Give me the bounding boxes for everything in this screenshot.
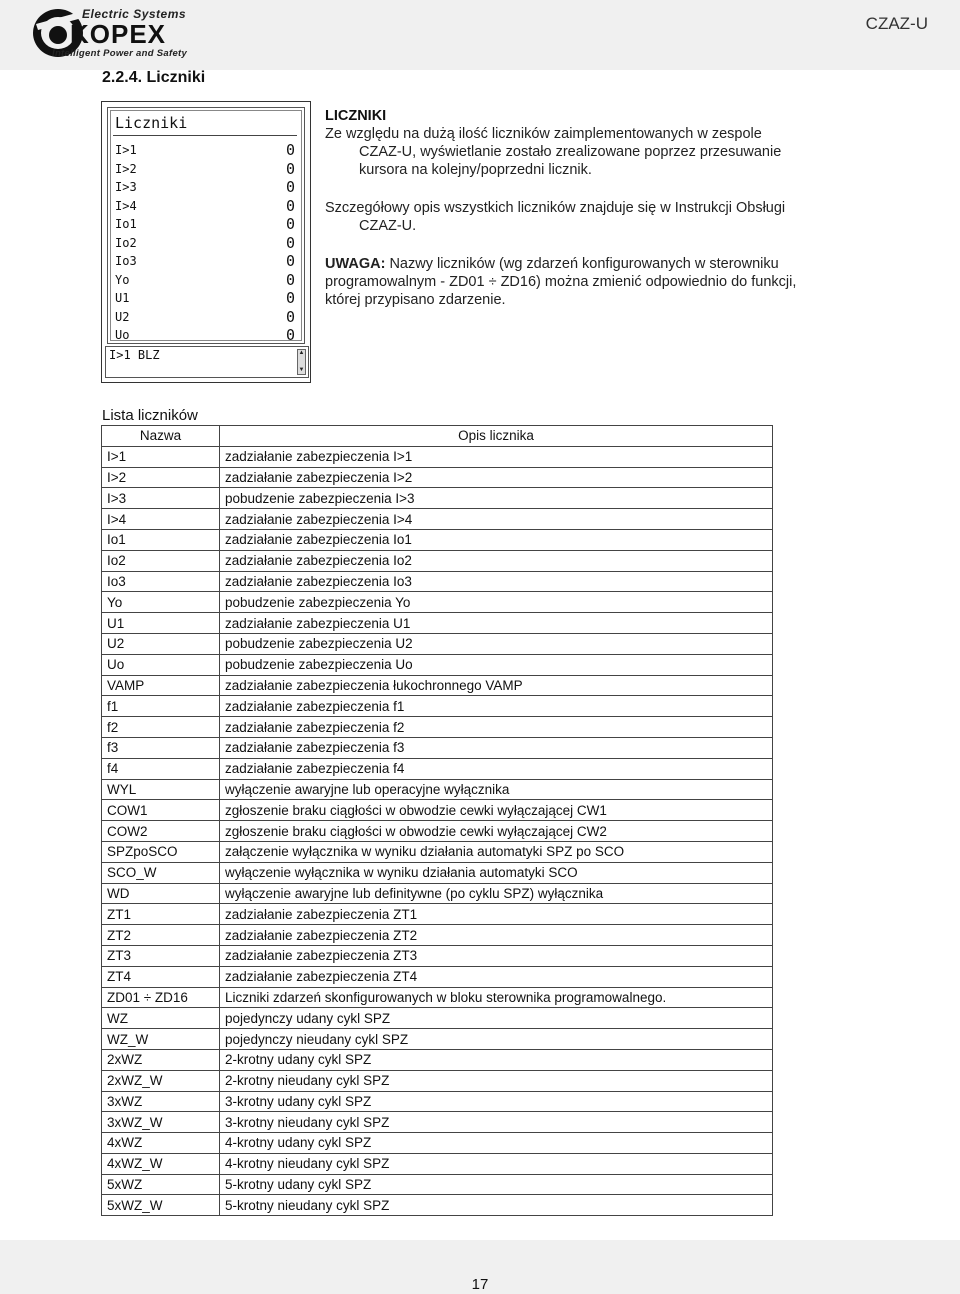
table-row xyxy=(102,675,773,696)
lcd-counter-row xyxy=(115,233,295,254)
logo-line1: Electric Systems xyxy=(82,7,187,21)
table-row xyxy=(102,1174,773,1195)
counter-description-cell: wyłączenie awaryjne lub operacyjne wyłącznika xyxy=(220,779,773,800)
table-row xyxy=(102,1008,773,1029)
lcd-counter-value: 0 xyxy=(285,307,295,326)
counter-description-cell: zadziałanie zabezpieczenia f1 xyxy=(220,696,773,717)
lcd-counter-value: 0 xyxy=(285,178,295,196)
lcd-counter-value: 0 xyxy=(285,233,295,252)
lcd-counter-row xyxy=(115,196,295,217)
counter-name-cell: COW2 xyxy=(102,821,220,842)
table-row xyxy=(102,1133,773,1154)
lcd-counter-value: 0 xyxy=(285,326,295,344)
counter-name-cell: WD xyxy=(102,883,220,904)
lcd-counter-row xyxy=(115,217,295,235)
lcd-counter-name: Io2 xyxy=(115,235,137,250)
lcd-screen xyxy=(101,101,311,383)
counter-name-cell: U1 xyxy=(102,613,220,634)
lcd-counter-value: 0 xyxy=(285,252,295,270)
table-row xyxy=(102,550,773,571)
counter-name-cell: Io1 xyxy=(102,529,220,550)
counter-description-cell: zadziałanie zabezpieczenia ZT4 xyxy=(220,966,773,987)
counter-description-cell: 4-krotny udany cykl SPZ xyxy=(220,1133,773,1154)
scroll-up-icon[interactable]: ▲ xyxy=(298,350,305,356)
lcd-counter-row xyxy=(115,254,295,272)
description-p2-line2: CZAZ-U. xyxy=(359,218,417,234)
counter-description-cell: pojedynczy udany cykl SPZ xyxy=(220,1008,773,1029)
description-p2-line1: Szczegółowy opis wszystkich liczników znajduje się w Instrukcji Obsługi xyxy=(325,200,786,216)
counter-description-cell: zgłoszenie braku ciągłości w obwodzie cewki wyłączającej CW2 xyxy=(220,821,773,842)
counter-description-cell: zadziałanie zabezpieczenia f2 xyxy=(220,717,773,738)
counter-name-cell: ZT4 xyxy=(102,966,220,987)
counter-description-cell: Liczniki zdarzeń skonfigurowanych w bloku sterownika programowalnego. xyxy=(220,987,773,1008)
lcd-counter-name: I>3 xyxy=(115,180,137,194)
lcd-counter-value: 0 xyxy=(285,141,295,159)
table-row xyxy=(102,1029,773,1050)
counter-name-cell: I>2 xyxy=(102,467,220,488)
counter-name-cell: f2 xyxy=(102,717,220,738)
table-row xyxy=(102,592,773,613)
lcd-counter-row xyxy=(115,291,295,309)
table-row xyxy=(102,966,773,987)
counter-name-cell: I>1 xyxy=(102,446,220,467)
table-row xyxy=(102,945,773,966)
counter-description-cell: zadziałanie zabezpieczenia Io3 xyxy=(220,571,773,592)
lcd-counter-row xyxy=(115,159,295,180)
lcd-counter-value: 0 xyxy=(285,196,295,215)
lcd-footer-text: I>1 BLZ xyxy=(109,348,160,362)
counter-description-cell: 5-krotny udany cykl SPZ xyxy=(220,1174,773,1195)
counter-description-cell: zadziałanie zabezpieczenia U1 xyxy=(220,613,773,634)
description-p1-line3: kursora na kolejny/poprzedni licznik. xyxy=(359,162,592,178)
lcd-counter-value: 0 xyxy=(285,270,295,289)
table-row xyxy=(102,1049,773,1070)
table-row xyxy=(102,1153,773,1174)
counter-description-cell: pobudzenie zabezpieczenia U2 xyxy=(220,633,773,654)
lcd-scrollbar[interactable] xyxy=(297,349,306,375)
counter-name-cell: 3xWZ_W xyxy=(102,1112,220,1133)
note-label: UWAGA: xyxy=(325,256,386,272)
counter-description-cell: 2-krotny nieudany cykl SPZ xyxy=(220,1070,773,1091)
lcd-counter-row xyxy=(115,143,295,161)
lcd-counter-row xyxy=(115,328,295,346)
counter-description-cell: zadziałanie zabezpieczenia łukochronnego VAMP xyxy=(220,675,773,696)
lcd-counter-name: U2 xyxy=(115,309,130,324)
counter-name-cell: Io3 xyxy=(102,571,220,592)
counter-name-cell: 3xWZ xyxy=(102,1091,220,1112)
lcd-title: Liczniki xyxy=(115,114,188,132)
counter-description-cell: 5-krotny nieudany cykl SPZ xyxy=(220,1195,773,1216)
lcd-counter-name: Yo xyxy=(115,272,130,287)
table-row xyxy=(102,779,773,800)
counter-name-cell: f3 xyxy=(102,737,220,758)
table-row xyxy=(102,571,773,592)
counter-name-cell: I>4 xyxy=(102,509,220,530)
lcd-counter-name: Io3 xyxy=(115,254,137,268)
lcd-footer xyxy=(105,346,309,378)
counter-name-cell: ZT2 xyxy=(102,925,220,946)
counter-name-cell: WYL xyxy=(102,779,220,800)
table-row xyxy=(102,633,773,654)
table-row xyxy=(102,904,773,925)
kopex-logo xyxy=(30,4,200,60)
page-number: 17 xyxy=(471,1276,489,1293)
counter-name-cell: Yo xyxy=(102,592,220,613)
lcd-counter-name: Io1 xyxy=(115,217,137,231)
column-header-name: Nazwa xyxy=(102,426,220,447)
description-note-line2: programowalnym - ZD01 ÷ ZD16) można zmienić odpowiednio do funkcji, xyxy=(325,274,797,290)
table-row xyxy=(102,758,773,779)
counter-table xyxy=(101,425,773,1216)
counter-name-cell: Io2 xyxy=(102,550,220,571)
counter-name-cell: COW1 xyxy=(102,800,220,821)
lcd-counter-value: 0 xyxy=(285,215,295,233)
column-header-description: Opis licznika xyxy=(220,426,773,447)
table-row xyxy=(102,509,773,530)
table-row xyxy=(102,446,773,467)
counter-name-cell: I>3 xyxy=(102,488,220,509)
table-row xyxy=(102,529,773,550)
note-text: Nazwy liczników (wg zdarzeń konfigurowanych w sterowniku xyxy=(385,256,779,272)
table-row xyxy=(102,467,773,488)
counter-description-cell: 2-krotny udany cykl SPZ xyxy=(220,1049,773,1070)
counter-description-cell: zadziałanie zabezpieczenia ZT1 xyxy=(220,904,773,925)
table-row xyxy=(102,883,773,904)
table-row xyxy=(102,800,773,821)
counter-name-cell: SCO_W xyxy=(102,862,220,883)
description-note-line3: której przypisano zdarzenie. xyxy=(325,292,506,308)
table-row xyxy=(102,925,773,946)
counter-name-cell: ZT3 xyxy=(102,945,220,966)
lcd-counter-value: 0 xyxy=(285,289,295,307)
counter-description-cell: zgłoszenie braku ciągłości w obwodzie cewki wyłączającej CW1 xyxy=(220,800,773,821)
logo-brand: KOPEX xyxy=(70,19,167,49)
table-row xyxy=(102,737,773,758)
counter-name-cell: 4xWZ_W xyxy=(102,1153,220,1174)
counter-description-cell: 3-krotny nieudany cykl SPZ xyxy=(220,1112,773,1133)
counter-name-cell: WZ xyxy=(102,1008,220,1029)
lcd-counter-name: I>4 xyxy=(115,198,137,213)
section-title: 2.2.4. Liczniki xyxy=(102,69,206,86)
counter-name-cell: VAMP xyxy=(102,675,220,696)
description-p1-line2: CZAZ-U, wyświetlanie zostało zrealizowane poprzez przesuwanie xyxy=(359,144,782,160)
counter-name-cell: 2xWZ_W xyxy=(102,1070,220,1091)
counter-description-cell: zadziałanie zabezpieczenia Io2 xyxy=(220,550,773,571)
counter-description-cell: zadziałanie zabezpieczenia ZT2 xyxy=(220,925,773,946)
counter-description-cell: zadziałanie zabezpieczenia Io1 xyxy=(220,529,773,550)
table-row xyxy=(102,1195,773,1216)
table-row xyxy=(102,841,773,862)
counter-description-cell: pojedynczy nieudany cykl SPZ xyxy=(220,1029,773,1050)
counter-description-cell: wyłączenie awaryjne lub definitywne (po cyklu SPZ) wyłącznika xyxy=(220,883,773,904)
counter-name-cell: WZ_W xyxy=(102,1029,220,1050)
counter-name-cell: U2 xyxy=(102,633,220,654)
table-row xyxy=(102,987,773,1008)
scroll-down-icon[interactable]: ▼ xyxy=(298,367,305,373)
table-row xyxy=(102,862,773,883)
description-p1-line1: Ze względu na dużą ilość liczników zaimplementowanych w zespole xyxy=(325,126,762,142)
counter-description-cell: pobudzenie zabezpieczenia I>3 xyxy=(220,488,773,509)
lcd-separator xyxy=(113,135,297,136)
lcd-counter-name: I>1 xyxy=(115,143,137,157)
lcd-counter-name: I>2 xyxy=(115,161,137,176)
lcd-counter-value: 0 xyxy=(285,159,295,178)
counter-name-cell: Uo xyxy=(102,654,220,675)
logo-tagline: Intelligent Power and Safety xyxy=(52,48,188,59)
counter-name-cell: 5xWZ_W xyxy=(102,1195,220,1216)
table-row xyxy=(102,717,773,738)
counter-name-cell: 4xWZ xyxy=(102,1133,220,1154)
counter-description-cell: zadziałanie zabezpieczenia f4 xyxy=(220,758,773,779)
lcd-counter-row xyxy=(115,307,295,328)
counter-name-cell: f1 xyxy=(102,696,220,717)
counter-description-cell: zadziałanie zabezpieczenia I>4 xyxy=(220,509,773,530)
counter-name-cell: 2xWZ xyxy=(102,1049,220,1070)
table-row xyxy=(102,613,773,634)
table-row xyxy=(102,1070,773,1091)
counter-name-cell: ZD01 ÷ ZD16 xyxy=(102,987,220,1008)
counter-name-cell: ZT1 xyxy=(102,904,220,925)
counter-description-cell: wyłączenie wyłącznika w wyniku działania automatyki SCO xyxy=(220,862,773,883)
counter-description-cell: zadziałanie zabezpieczenia ZT3 xyxy=(220,945,773,966)
document-code: CZAZ-U xyxy=(865,14,928,33)
table-row xyxy=(102,696,773,717)
counter-description-cell: pobudzenie zabezpieczenia Uo xyxy=(220,654,773,675)
lcd-counter-name: Uo xyxy=(115,328,130,342)
counter-description-cell: zadziałanie zabezpieczenia I>1 xyxy=(220,446,773,467)
counter-description-cell: pobudzenie zabezpieczenia Yo xyxy=(220,592,773,613)
counter-name-cell: 5xWZ xyxy=(102,1174,220,1195)
table-row xyxy=(102,821,773,842)
counter-list-title: Lista liczników xyxy=(102,407,198,424)
table-row xyxy=(102,488,773,509)
lcd-main-panel xyxy=(107,107,305,344)
description-heading: LICZNIKI xyxy=(325,108,387,124)
table-row xyxy=(102,1112,773,1133)
lcd-counter-row xyxy=(115,270,295,291)
counter-name-cell: SPZpoSCO xyxy=(102,841,220,862)
table-header-row xyxy=(102,426,773,447)
counter-description-cell: 3-krotny udany cykl SPZ xyxy=(220,1091,773,1112)
lcd-counter-name: U1 xyxy=(115,291,130,305)
description-text xyxy=(325,107,845,309)
counter-description-cell: zadziałanie zabezpieczenia f3 xyxy=(220,737,773,758)
table-row xyxy=(102,1091,773,1112)
counter-name-cell: f4 xyxy=(102,758,220,779)
table-row xyxy=(102,654,773,675)
counter-description-cell: załączenie wyłącznika w wyniku działania automatyki SPZ po SCO xyxy=(220,841,773,862)
lcd-counter-row xyxy=(115,180,295,198)
counter-description-cell: 4-krotny nieudany cykl SPZ xyxy=(220,1153,773,1174)
counter-description-cell: zadziałanie zabezpieczenia I>2 xyxy=(220,467,773,488)
description-note-line1 xyxy=(325,255,845,273)
